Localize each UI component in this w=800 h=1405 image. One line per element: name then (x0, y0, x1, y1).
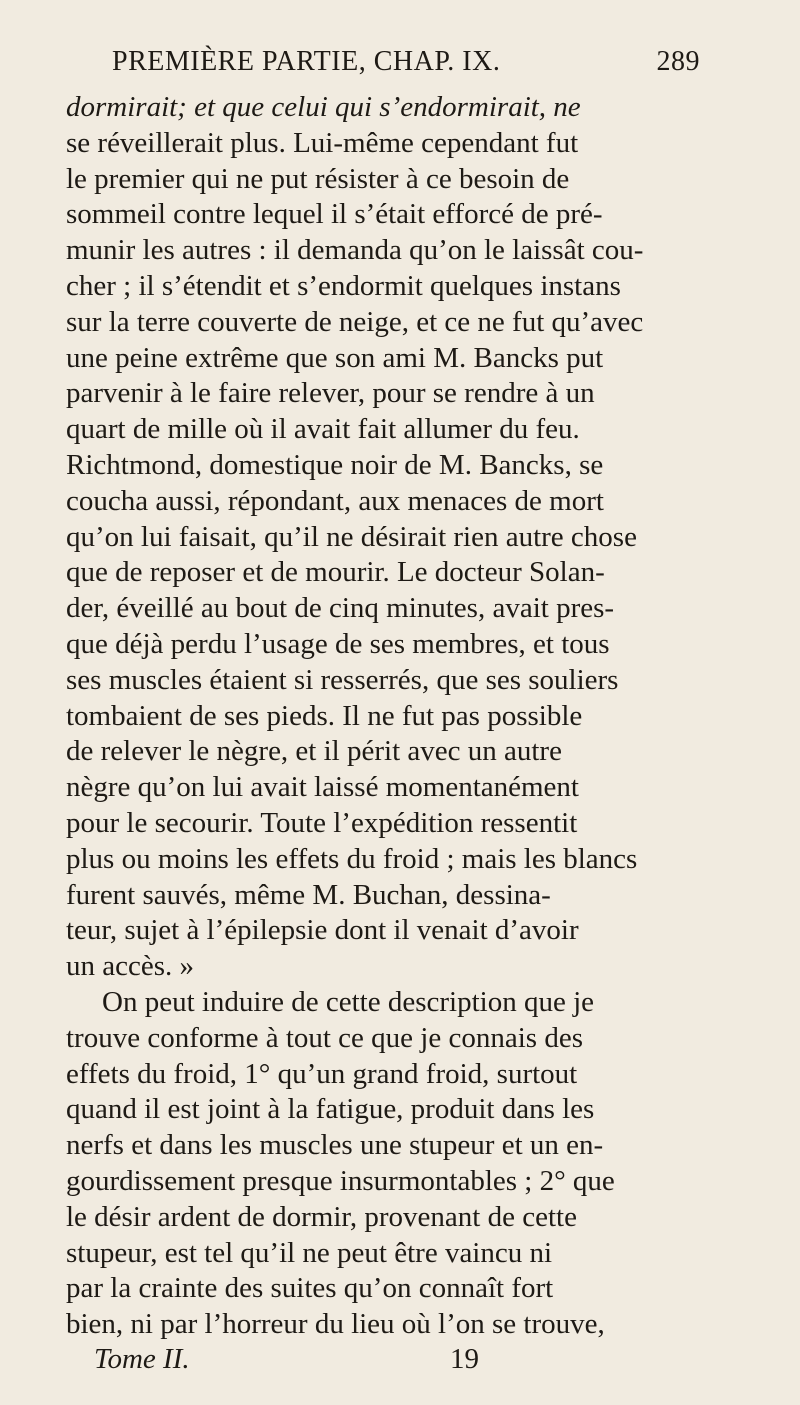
text-line: se réveillerait plus. Lui-même cependant fut (66, 126, 579, 159)
text-line: sur la terre couverte de neige, et ce ne fut qu’avec (66, 305, 644, 338)
page-text-block (66, 46, 754, 1383)
signature-mark: 19 (450, 1342, 479, 1375)
text-line: trouve conforme à tout ce que je connais des (66, 1021, 583, 1054)
volume-label: Tome II. (94, 1342, 190, 1375)
text-line: cher ; il s’étendit et s’endormit quelques instans (66, 269, 621, 302)
paragraph-start-line: On peut induire de cette description que je (102, 985, 595, 1018)
page-number: 289 (656, 46, 700, 77)
text-line: stupeur, est tel qu’il ne peut être vaincu ni (66, 1236, 553, 1269)
text-line: bien, ni par l’horreur du lieu où l’on se trouve, (66, 1308, 605, 1341)
page-footer (66, 1343, 754, 1383)
text-line: gourdissement presque insurmontables ; 2° que (66, 1164, 615, 1197)
text-line: furent sauvés, même M. Buchan, dessina- (66, 878, 551, 911)
text-line: der, éveillé au bout de cinq minutes, avait pres- (66, 592, 615, 625)
text-line: teur, sujet à l’épilepsie dont il venait d’avoir (66, 914, 579, 947)
text-line: par la crainte des suites qu’on connaît fort (66, 1272, 554, 1305)
text-line: un accès. » (66, 950, 195, 983)
text-line: plus ou moins les effets du froid ; mais les blancs (66, 842, 638, 875)
body-text (66, 90, 754, 1343)
text-line: quart de mille où il avait fait allumer du feu. (66, 413, 580, 446)
text-line: le désir ardent de dormir, provenant de cette (66, 1200, 577, 1233)
running-title: PREMIÈRE PARTIE, CHAP. IX. (112, 46, 501, 77)
text-line: dormirait; et que celui qui s’endormirait, ne (66, 91, 581, 123)
text-line: tombaient de ses pieds. Il ne fut pas possible (66, 699, 583, 732)
text-line: sommeil contre lequel il s’était efforcé de pré- (66, 198, 603, 231)
page-header (66, 46, 754, 90)
text-line: parvenir à le faire relever, pour se rendre à un (66, 377, 595, 410)
text-line: Richtmond, domestique noir de M. Bancks, se (66, 448, 604, 481)
text-line: nègre qu’on lui avait laissé momentanément (66, 771, 579, 804)
text-line: pour le secourir. Toute l’expédition ressentit (66, 806, 578, 839)
text-line: que de reposer et de mourir. Le docteur Solan- (66, 556, 605, 589)
text-line: que déjà perdu l’usage de ses membres, et tous (66, 627, 610, 660)
text-line: une peine extrême que son ami M. Bancks put (66, 341, 604, 374)
text-line: quand il est joint à la fatigue, produit dans les (66, 1093, 595, 1126)
text-line: ses muscles étaient si resserrés, que ses souliers (66, 663, 619, 696)
text-line: effets du froid, 1° qu’un grand froid, surtout (66, 1057, 578, 1090)
text-line: qu’on lui faisait, qu’il ne désirait rien autre chose (66, 520, 637, 553)
text-line: munir les autres : il demanda qu’on le laissât cou- (66, 234, 644, 267)
text-line: le premier qui ne put résister à ce besoin de (66, 162, 570, 195)
text-line: nerfs et dans les muscles une stupeur et un en- (66, 1129, 604, 1162)
text-line: de relever le nègre, et il périt avec un autre (66, 735, 562, 768)
text-line: coucha aussi, répondant, aux menaces de mort (66, 484, 604, 517)
